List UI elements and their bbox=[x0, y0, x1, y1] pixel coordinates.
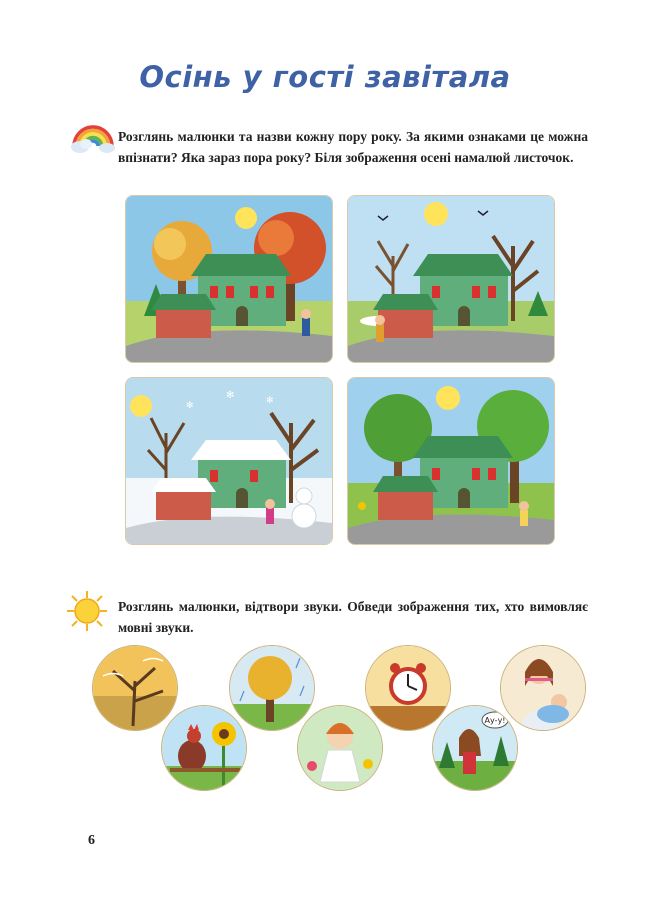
spring-scene[interactable] bbox=[347, 195, 555, 363]
rooster-picture[interactable] bbox=[161, 705, 247, 791]
singing-girl-picture[interactable] bbox=[297, 705, 383, 791]
svg-text:✻: ✻ bbox=[186, 400, 194, 410]
rain-tree-picture[interactable] bbox=[229, 645, 315, 731]
task2-instruction: Розглянь малюнки, відтвори звуки. Обведи зображення тих, хто вимовляє мовні звуки. bbox=[118, 599, 588, 635]
sun-icon bbox=[66, 590, 108, 632]
calling-girl-picture[interactable] bbox=[432, 705, 518, 791]
winter-scene[interactable] bbox=[125, 377, 333, 545]
svg-text:✻: ✻ bbox=[266, 395, 274, 405]
bubble-text: Ау-у! bbox=[484, 716, 506, 725]
task1-instruction: Розглянь малюнки та назви кожну пору року. За якими ознаками це можна впізнати? Яка зараз пора року? Біля зображення осені намалюй листочок. bbox=[118, 129, 588, 165]
page-title: Осінь у гості завітала bbox=[139, 60, 511, 94]
alarm-clock-picture[interactable] bbox=[365, 645, 451, 731]
summer-scene[interactable] bbox=[347, 377, 555, 545]
mother-with-baby-picture[interactable] bbox=[500, 645, 586, 731]
autumn-scene[interactable] bbox=[125, 195, 333, 363]
page-number: 6 bbox=[88, 833, 95, 848]
rainbow-icon bbox=[70, 112, 116, 154]
wind-tree-picture[interactable] bbox=[92, 645, 178, 731]
svg-text:✻: ✻ bbox=[226, 390, 235, 401]
